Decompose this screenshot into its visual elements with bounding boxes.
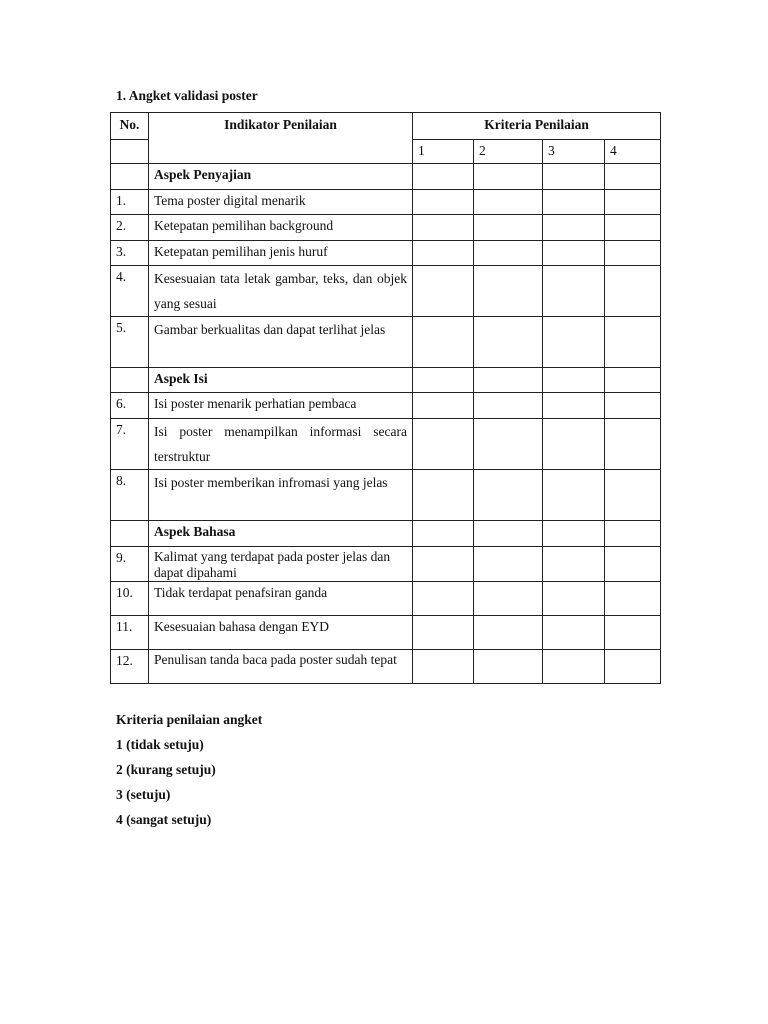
indicator-text: Ketepatan pemilihan background: [149, 215, 413, 241]
table-header-row: [111, 113, 661, 140]
indicator-text: Isi poster menampilkan informasi secara terstruktur: [149, 419, 413, 470]
indicator-text: Isi poster menarik perhatian pembaca: [149, 393, 413, 419]
score-cell[interactable]: [474, 547, 543, 582]
legend-title: Kriteria penilaian angket: [116, 712, 263, 727]
row-no: 12.: [111, 650, 149, 684]
score-cell[interactable]: [543, 470, 605, 521]
score-cell[interactable]: [543, 190, 605, 215]
legend-item: 3 (setuju): [116, 787, 171, 802]
score-cell[interactable]: [413, 582, 474, 616]
score-header: 4: [605, 140, 661, 164]
score-header: 1: [413, 140, 474, 164]
criteria-legend: [116, 711, 262, 836]
row-no: 6.: [111, 393, 149, 419]
aspect-row: [111, 521, 661, 547]
table-row: [111, 190, 661, 215]
indicator-text: Kesesuaian bahasa dengan EYD: [149, 616, 413, 650]
score-cell[interactable]: [474, 419, 543, 470]
score-cell[interactable]: [605, 241, 661, 266]
score-cell[interactable]: [474, 470, 543, 521]
row-no: [111, 368, 149, 393]
score-cell[interactable]: [543, 317, 605, 368]
indicator-text: Penulisan tanda baca pada poster sudah tepat: [149, 650, 413, 684]
row-no: [111, 164, 149, 190]
row-no: 2.: [111, 215, 149, 241]
score-cell[interactable]: [474, 393, 543, 419]
table-row: [111, 215, 661, 241]
score-cell[interactable]: [413, 650, 474, 684]
score-cell[interactable]: [543, 266, 605, 317]
score-cell[interactable]: [413, 419, 474, 470]
legend-item: 1 (tidak setuju): [116, 737, 204, 752]
score-cell[interactable]: [474, 215, 543, 241]
header-no-blank: [111, 140, 149, 164]
score-cell[interactable]: [605, 164, 661, 190]
aspect-title: Aspek Isi: [149, 368, 413, 393]
score-cell[interactable]: [605, 317, 661, 368]
table-row: [111, 470, 661, 521]
score-cell[interactable]: [413, 241, 474, 266]
score-cell[interactable]: [605, 215, 661, 241]
table-row: [111, 547, 661, 582]
score-cell[interactable]: [413, 470, 474, 521]
score-cell[interactable]: [474, 521, 543, 547]
score-cell[interactable]: [474, 317, 543, 368]
row-no: 10.: [111, 582, 149, 616]
legend-item: 4 (sangat setuju): [116, 812, 212, 827]
score-cell[interactable]: [543, 547, 605, 582]
score-cell[interactable]: [605, 190, 661, 215]
score-cell[interactable]: [474, 190, 543, 215]
table-row: [111, 582, 661, 616]
score-cell[interactable]: [605, 616, 661, 650]
score-cell[interactable]: [543, 215, 605, 241]
score-cell[interactable]: [474, 582, 543, 616]
table-row: [111, 419, 661, 470]
score-cell[interactable]: [605, 393, 661, 419]
score-cell[interactable]: [605, 547, 661, 582]
indicator-text: Tidak terdapat penafsiran ganda: [149, 582, 413, 616]
table-row: [111, 616, 661, 650]
score-cell[interactable]: [605, 266, 661, 317]
row-no: 3.: [111, 241, 149, 266]
score-cell[interactable]: [605, 582, 661, 616]
aspect-row: [111, 368, 661, 393]
score-cell[interactable]: [605, 521, 661, 547]
header-indicator: Indikator Penilaian: [149, 113, 413, 164]
score-cell[interactable]: [413, 164, 474, 190]
validation-table: [110, 112, 661, 684]
score-cell[interactable]: [543, 650, 605, 684]
indicator-text: Kesesuaian tata letak gambar, teks, dan objek yang sesuai: [149, 266, 413, 317]
aspect-row: [111, 164, 661, 190]
score-cell[interactable]: [543, 368, 605, 393]
score-cell[interactable]: [543, 164, 605, 190]
score-cell[interactable]: [413, 215, 474, 241]
score-cell[interactable]: [543, 241, 605, 266]
table-row: [111, 393, 661, 419]
score-cell[interactable]: [413, 393, 474, 419]
score-cell[interactable]: [413, 547, 474, 582]
score-cell[interactable]: [474, 164, 543, 190]
row-no: 8.: [111, 470, 149, 521]
score-cell[interactable]: [413, 317, 474, 368]
score-cell[interactable]: [474, 616, 543, 650]
score-cell[interactable]: [605, 470, 661, 521]
score-cell[interactable]: [605, 368, 661, 393]
row-no: 1.: [111, 190, 149, 215]
row-no: 5.: [111, 317, 149, 368]
header-criteria: Kriteria Penilaian: [413, 113, 661, 140]
aspect-title: Aspek Penyajian: [149, 164, 413, 190]
aspect-title: Aspek Bahasa: [149, 521, 413, 547]
score-cell[interactable]: [413, 616, 474, 650]
table-row: [111, 241, 661, 266]
score-cell[interactable]: [543, 393, 605, 419]
indicator-text: Ketepatan pemilihan jenis huruf: [149, 241, 413, 266]
score-cell[interactable]: [605, 650, 661, 684]
row-no: [111, 521, 149, 547]
row-no: 4.: [111, 266, 149, 317]
score-cell[interactable]: [605, 419, 661, 470]
score-header: 3: [543, 140, 605, 164]
indicator-text: Gambar berkualitas dan dapat terlihat jelas: [149, 317, 413, 368]
page-title: 1. Angket validasi poster: [116, 88, 258, 103]
row-no: 9.: [111, 547, 149, 582]
table-row: [111, 317, 661, 368]
indicator-text: Kalimat yang terdapat pada poster jelas dan dapat dipahami: [149, 547, 413, 582]
score-cell[interactable]: [543, 582, 605, 616]
score-cell[interactable]: [543, 616, 605, 650]
score-cell[interactable]: [474, 368, 543, 393]
score-cell[interactable]: [474, 266, 543, 317]
score-cell[interactable]: [413, 266, 474, 317]
score-cell[interactable]: [413, 368, 474, 393]
score-cell[interactable]: [413, 190, 474, 215]
legend-item: 2 (kurang setuju): [116, 762, 216, 777]
indicator-text: Tema poster digital menarik: [149, 190, 413, 215]
score-cell[interactable]: [474, 650, 543, 684]
header-no: No.: [111, 113, 149, 140]
score-cell[interactable]: [413, 521, 474, 547]
score-cell[interactable]: [474, 241, 543, 266]
score-cell[interactable]: [543, 419, 605, 470]
row-no: 11.: [111, 616, 149, 650]
indicator-text: Isi poster memberikan infromasi yang jelas: [149, 470, 413, 521]
row-no: 7.: [111, 419, 149, 470]
table-row: [111, 266, 661, 317]
score-cell[interactable]: [543, 521, 605, 547]
table-row: [111, 650, 661, 684]
score-header: 2: [474, 140, 543, 164]
